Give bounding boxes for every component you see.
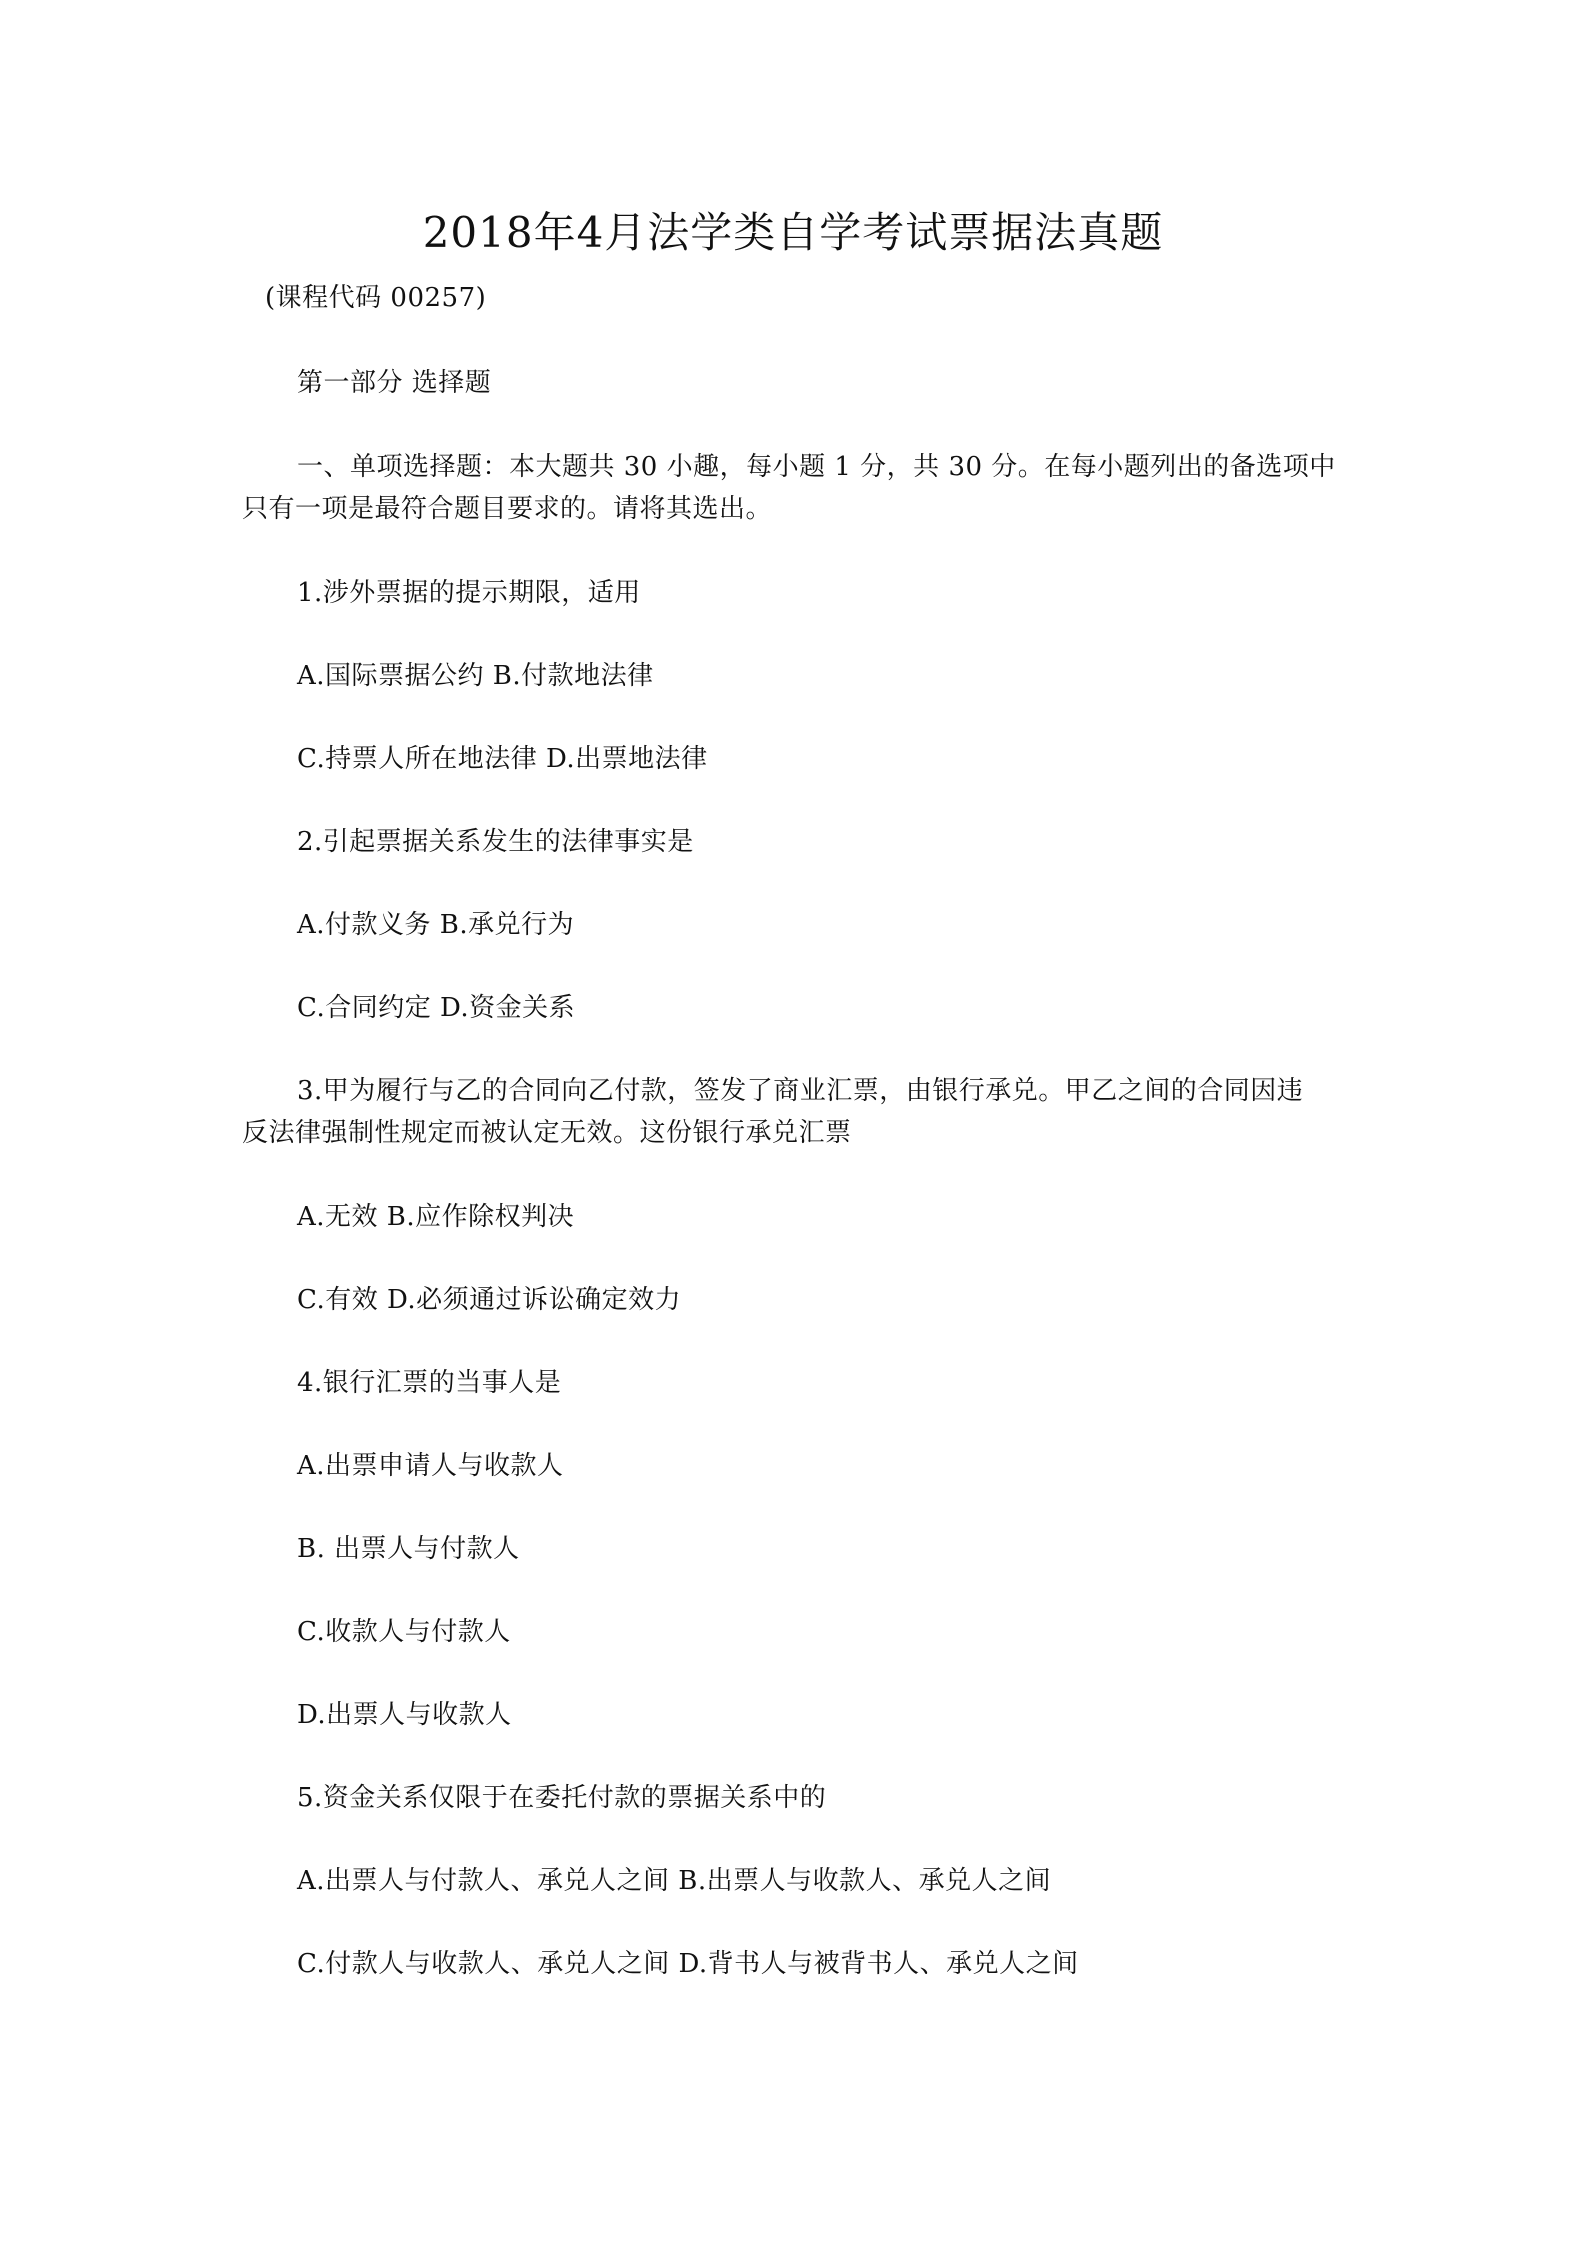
question-1-options-ab: A.国际票据公约 B.付款地法律: [297, 661, 654, 691]
question-3-options-ab: A.无效 B.应作除权判决: [297, 1202, 575, 1232]
question-1-stem: 1.涉外票据的提示期限，适用: [297, 578, 641, 608]
question-2-options-ab: A.付款义务 B.承兑行为: [297, 910, 575, 940]
question-1-options-cd: C.持票人所在地法律 D.出票地法律: [297, 744, 708, 774]
question-4-stem: 4.银行汇票的当事人是: [297, 1368, 562, 1398]
question-2-options-cd: C.合同约定 D.资金关系: [297, 993, 576, 1023]
question-4-option-b: B. 出票人与付款人: [297, 1534, 520, 1564]
question-4-option-d: D.出票人与收款人: [297, 1700, 512, 1730]
question-3-stem-line-1: 3.甲为履行与乙的合同向乙付款，签发了商业汇票，由银行承兑。甲乙之间的合同因违: [297, 1076, 1304, 1106]
question-3-options-cd: C.有效 D.必须通过诉讼确定效力: [297, 1285, 682, 1315]
part-heading: 第一部分 选择题: [297, 368, 492, 398]
section-intro-line-1: 一、单项选择题：本大题共 30 小趣，每小题 1 分，共 30 分。在每小题列出的备选项中: [297, 452, 1336, 482]
question-5-stem: 5.资金关系仅限于在委托付款的票据关系中的: [297, 1783, 827, 1813]
course-code: (课程代码 00257): [265, 283, 487, 313]
question-4-option-c: C.收款人与付款人: [297, 1617, 511, 1647]
question-5-options-ab: A.出票人与付款人、承兑人之间 B.出票人与收款人、承兑人之间: [297, 1866, 1052, 1896]
question-3-stem-line-2: 反法律强制性规定而被认定无效。这份银行承兑汇票: [242, 1118, 852, 1148]
document-title: 2018年4月法学类自学考试票据法真题: [422, 208, 1164, 257]
question-4-option-a: A.出票申请人与收款人: [297, 1451, 564, 1481]
question-2-stem: 2.引起票据关系发生的法律事实是: [297, 827, 694, 857]
question-5-options-cd: C.付款人与收款人、承兑人之间 D.背书人与被背书人、承兑人之间: [297, 1949, 1079, 1979]
section-intro-line-2: 只有一项是最符合题目要求的。请将其选出。: [242, 494, 773, 524]
